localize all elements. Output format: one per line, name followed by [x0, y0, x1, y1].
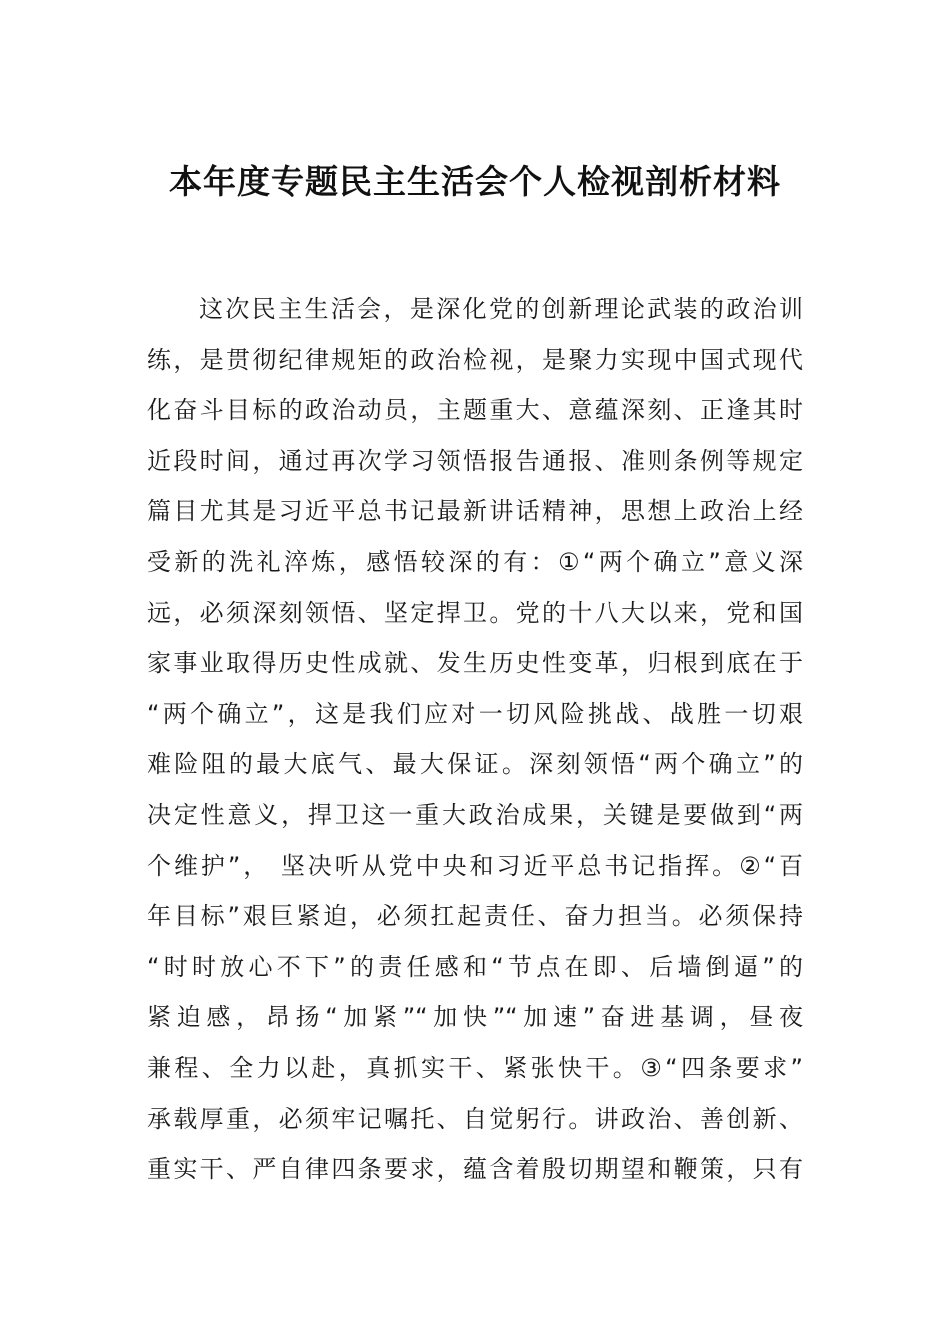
text-line-3: 化奋斗目标的政治动员，主题重大、意蕴深刻、正逢其时	[147, 396, 803, 425]
document-title: 本年度专题民主生活会个人检视剖析材料	[169, 162, 781, 201]
text-line-8: 家事业取得历史性成就、发生历史性变革，归根到底在于	[147, 649, 803, 678]
text-line-6: 受新的洗礼淬炼，感悟较深的有：①“两个确立”意义深	[147, 547, 803, 576]
text-line-7: 远，必须深刻领悟、坚定捍卫。党的十八大以来，党和国	[147, 598, 803, 627]
text-line-16: 兼程、全力以赴，真抓实干、紧张快干。③“四条要求”	[147, 1053, 803, 1082]
text-line-9: “两个确立”，这是我们应对一切风险挑战、战胜一切艰	[147, 699, 803, 728]
text-line-1: 这次民主生活会，是深化党的创新理论武装的政治训	[199, 295, 803, 323]
text-line-12: 个维护”， 坚决听从党中央和习近平总书记指挥。②“百	[147, 851, 803, 880]
text-line-15: 紧迫感，昂扬“加紧”“加快”“加速”奋进基调，昼夜	[147, 1003, 803, 1032]
text-line-18: 重实干、严自律四条要求，蕴含着殷切期望和鞭策，只有	[147, 1155, 803, 1184]
text-line-4: 近段时间，通过再次学习领悟报告通报、准则条例等规定	[147, 446, 803, 475]
text-line-14: “时时放心不下”的责任感和“节点在即、后墙倒逼”的	[147, 952, 803, 981]
text-line-10: 难险阻的最大底气、最大保证。深刻领悟“两个确立”的	[147, 750, 803, 779]
text-line-17: 承载厚重，必须牢记嘱托、自觉躬行。讲政治、善创新、	[147, 1104, 803, 1133]
text-line-13: 年目标”艰巨紧迫，必须扛起责任、奋力担当。必须保持	[147, 902, 803, 931]
text-line-2: 练，是贯彻纪律规矩的政治检视，是聚力实现中国式现代	[147, 345, 803, 374]
document-body	[147, 284, 803, 1195]
text-line-11: 决定性意义，捍卫这一重大政治成果，关键是要做到“两	[147, 800, 803, 829]
text-line-5: 篇目尤其是习近平总书记最新讲话精神，思想上政治上经	[147, 497, 803, 526]
